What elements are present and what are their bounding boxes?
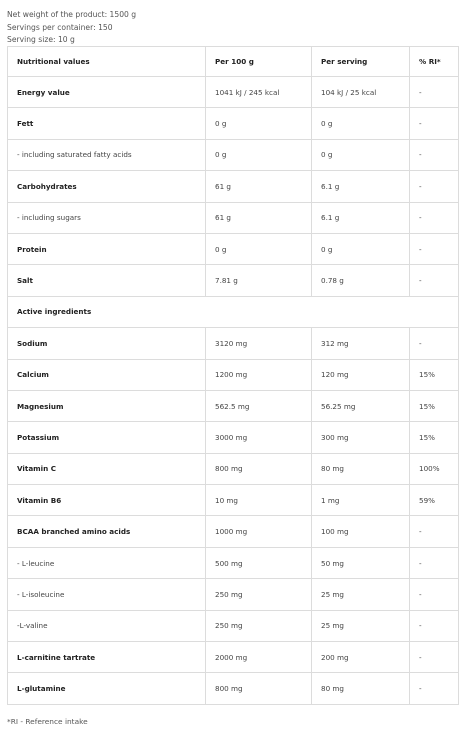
row-per-serving: 25 mg — [312, 610, 410, 641]
row-per-serving: 25 mg — [312, 579, 410, 610]
row-per-100g: 7.81 g — [206, 265, 312, 296]
row-per-100g: 250 mg — [206, 610, 312, 641]
row-ri: - — [410, 673, 459, 704]
row-per-100g: 0 g — [206, 233, 312, 264]
row-ri: - — [410, 77, 459, 108]
row-name: L-glutamine — [8, 673, 206, 704]
row-ri: - — [410, 171, 459, 202]
row-per-serving: 1 mg — [312, 485, 410, 516]
table-row — [8, 171, 459, 202]
row-ri: - — [410, 642, 459, 673]
row-ri: - — [410, 610, 459, 641]
table-row — [8, 328, 459, 359]
row-ri: 59% — [410, 485, 459, 516]
table-row — [8, 202, 459, 233]
row-per-100g: 61 g — [206, 202, 312, 233]
row-name: - including saturated fatty acids — [8, 139, 206, 170]
row-ri: - — [410, 139, 459, 170]
row-per-serving: 6.1 g — [312, 171, 410, 202]
table-row — [8, 139, 459, 170]
row-per-100g: 1000 mg — [206, 516, 312, 547]
table-row — [8, 610, 459, 641]
header-per-100g: Per 100 g — [206, 47, 312, 77]
row-per-100g: 0 g — [206, 108, 312, 139]
table-row — [8, 233, 459, 264]
product-meta — [7, 9, 136, 47]
row-per-100g: 61 g — [206, 171, 312, 202]
table-header-row — [8, 47, 459, 77]
row-per-serving: 80 mg — [312, 453, 410, 484]
net-weight: Net weight of the product: 1500 g — [7, 10, 137, 19]
row-name: Vitamin C — [8, 453, 206, 484]
row-ri: 15% — [410, 422, 459, 453]
row-per-serving: 56.25 mg — [312, 390, 410, 421]
row-name: - including sugars — [8, 202, 206, 233]
table-row — [8, 579, 459, 610]
table-row — [8, 422, 459, 453]
row-per-serving: 0 g — [312, 233, 410, 264]
row-per-100g: 800 mg — [206, 453, 312, 484]
table-row — [8, 390, 459, 421]
row-ri: - — [410, 202, 459, 233]
row-name: Salt — [8, 265, 206, 296]
header-per-serving: Per serving — [312, 47, 410, 77]
row-ri: - — [410, 328, 459, 359]
row-name: Sodium — [8, 328, 206, 359]
table-row — [8, 547, 459, 578]
row-per-100g: 10 mg — [206, 485, 312, 516]
row-per-serving: 200 mg — [312, 642, 410, 673]
row-name: - L-isoleucine — [8, 579, 206, 610]
row-per-serving: 100 mg — [312, 516, 410, 547]
row-per-100g: 2000 mg — [206, 642, 312, 673]
row-name: Carbohydrates — [8, 171, 206, 202]
table-row — [8, 485, 459, 516]
row-per-100g: 250 mg — [206, 579, 312, 610]
row-per-100g: 0 g — [206, 139, 312, 170]
row-ri: 15% — [410, 359, 459, 390]
row-per-serving: 0 g — [312, 108, 410, 139]
table-row — [8, 108, 459, 139]
table-row — [8, 359, 459, 390]
section-row — [8, 296, 459, 327]
row-per-100g: 800 mg — [206, 673, 312, 704]
row-ri: - — [410, 233, 459, 264]
row-name: Potassium — [8, 422, 206, 453]
table-row — [8, 516, 459, 547]
row-per-serving: 0 g — [312, 139, 410, 170]
serving-size: Serving size: 10 g — [7, 35, 75, 44]
row-name: L-carnitine tartrate — [8, 642, 206, 673]
row-ri: - — [410, 579, 459, 610]
table-row — [8, 265, 459, 296]
table-row — [8, 642, 459, 673]
row-per-serving: 104 kJ / 25 kcal — [312, 77, 410, 108]
row-ri: - — [410, 516, 459, 547]
header-ri: % RI* — [410, 47, 459, 77]
row-per-serving: 312 mg — [312, 328, 410, 359]
header-nutritional-values: Nutritional values — [8, 47, 206, 77]
footnote-reference-intake: *RI - Reference intake — [7, 717, 88, 726]
row-name: Calcium — [8, 359, 206, 390]
row-ri: - — [410, 547, 459, 578]
row-per-serving: 300 mg — [312, 422, 410, 453]
row-name: -L-valine — [8, 610, 206, 641]
row-ri: 15% — [410, 390, 459, 421]
row-name: Magnesium — [8, 390, 206, 421]
row-name: - L-leucine — [8, 547, 206, 578]
servings-per-container: Servings per container: 150 — [7, 22, 113, 32]
table-row — [8, 673, 459, 704]
row-per-serving: 80 mg — [312, 673, 410, 704]
row-ri: - — [410, 108, 459, 139]
row-name: Vitamin B6 — [8, 485, 206, 516]
row-per-100g: 1200 mg — [206, 359, 312, 390]
row-name: Energy value — [8, 77, 206, 108]
row-per-100g: 500 mg — [206, 547, 312, 578]
row-name: BCAA branched amino acids — [8, 516, 206, 547]
table-row — [8, 77, 459, 108]
row-ri: 100% — [410, 453, 459, 484]
nutrition-table — [7, 46, 459, 705]
row-per-serving: 120 mg — [312, 359, 410, 390]
row-per-serving: 0.78 g — [312, 265, 410, 296]
row-name: Protein — [8, 233, 206, 264]
row-name: Fett — [8, 108, 206, 139]
section-title-active-ingredients: Active ingredients — [8, 296, 459, 327]
row-per-serving: 50 mg — [312, 547, 410, 578]
table-row — [8, 453, 459, 484]
row-per-100g: 562.5 mg — [206, 390, 312, 421]
row-per-100g: 3000 mg — [206, 422, 312, 453]
row-per-100g: 1041 kJ / 245 kcal — [206, 77, 312, 108]
row-per-100g: 3120 mg — [206, 328, 312, 359]
row-ri: - — [410, 265, 459, 296]
row-per-serving: 6.1 g — [312, 202, 410, 233]
